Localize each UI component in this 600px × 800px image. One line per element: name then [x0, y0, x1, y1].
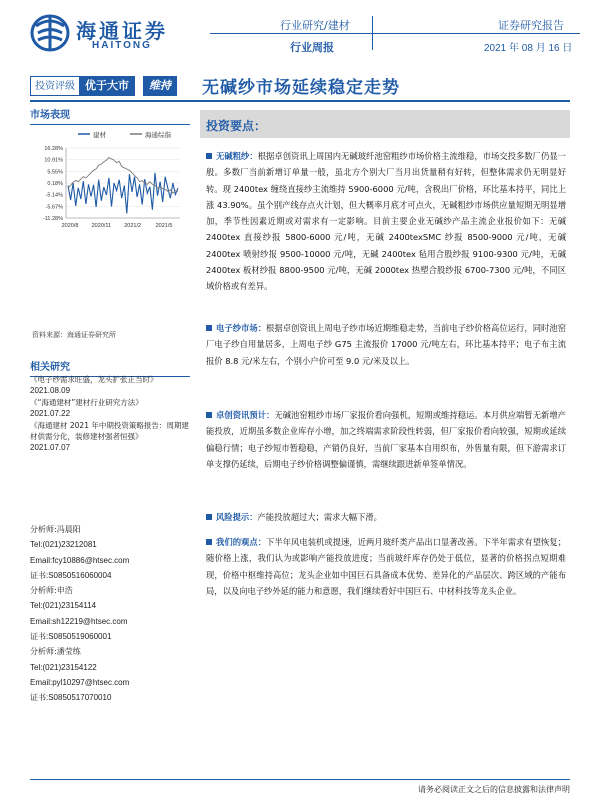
bullet-icon [206, 412, 212, 418]
analyst-tel: Tel:(021)23212081 [30, 540, 97, 550]
rating-value: 优于大市 [79, 76, 135, 96]
legend-label: 建材 [93, 131, 106, 139]
key-point-paragraph [206, 534, 566, 599]
report-title: 无碱纱市场延续稳定走势 [202, 78, 400, 98]
related-item[interactable] [30, 420, 190, 453]
header-rule [210, 33, 580, 34]
rating-action: 维持 [143, 76, 177, 96]
chart-source: 资料来源：海通证券研究所 [32, 331, 116, 339]
market-heading: 市场表现 [30, 104, 190, 125]
analyst-name: 分析师:潘莹练 [30, 647, 81, 657]
analyst-email[interactable]: Email:fcy10886@htsec.com [30, 555, 130, 565]
y-tick-label: 0.18% [47, 181, 63, 187]
y-tick-label: -11.28% [42, 216, 63, 222]
x-tick-label: 2020/11 [91, 223, 112, 229]
key-point-title: 风险提示： [216, 512, 258, 522]
analyst-name: 分析师:冯晨阳 [30, 525, 81, 534]
y-tick-label: -5.14% [45, 192, 63, 199]
x-tick-label: 2021/5 [155, 223, 173, 229]
key-point-text: 无碱池窑粗纱市场厂家报价看向强机，短期或维持稳运。本月供应端暂无新增产能投放，近期虽多数企业库存小增，加之终端需求阶段性转弱，但厂家报价看向较强，短期或延续偏稳行情；电子纱短市暂稳稳，产销仍良好，当前厂家基本自用织布，外售量有限，但下游需求订单支撑仍延续，后期电子纱价格调整偏谨慎，需继续跟进新单签单情况。 [206, 410, 566, 469]
key-point-title: 电子纱市场： [216, 323, 267, 333]
related-date: 2021.07.22 [30, 409, 71, 418]
bullet-icon [206, 153, 212, 159]
rating-label: 投资评级 [30, 76, 79, 96]
related-title[interactable]: 《电子纱需求旺盛，龙头扩张正当时》 [30, 375, 158, 384]
risk-paragraph [206, 509, 566, 525]
report-kind: 行业周报 [290, 41, 334, 54]
analyst-email[interactable]: Email:sh12219@htsec.com [30, 616, 128, 626]
key-points-heading: 投资要点： [206, 119, 267, 133]
analyst-cert: 证书:S0850516060004 [30, 570, 112, 580]
related-title[interactable]: 《海通建材 2021 年中期投资策略报告：周期建材供需分化，装修建材强者恒强》 [30, 421, 189, 441]
key-point-paragraph [206, 320, 566, 369]
key-point-title: 卓创资讯预计： [216, 410, 275, 420]
related-list [30, 374, 190, 454]
y-tick-label: 10.91% [44, 157, 63, 164]
key-point-text: 产能投放超过大；需求大幅下滑。 [257, 512, 382, 522]
analyst-tel: Tel:(021)23154122 [30, 662, 97, 672]
key-point-title: 无碱粗纱： [216, 151, 258, 161]
analyst-card [30, 522, 190, 583]
company-logo [30, 14, 190, 54]
market-chart-svg [30, 126, 190, 234]
analyst-cert: 证书:S0850519060001 [30, 632, 112, 642]
related-heading: 相关研究 [30, 356, 190, 377]
related-title[interactable]: 《“海通建材”建材行业研究方法》 [30, 398, 143, 407]
y-tick-label: -5.67% [45, 204, 63, 211]
key-point-paragraph [206, 407, 566, 472]
report-category: 行业研究/建材 [280, 19, 350, 32]
haitong-logo-icon [30, 14, 70, 52]
key-point-text: 根据卓创资讯上周国内无碱玻纤池窑粗纱市场价格主流维稳，市场交投多数厂仍显一般。多数厂当前新增订单量一般，虽北方个别大厂当月出货量稍有好转，但整体需求仍无明显好转。现 2400tex 缠绕直接纱主流维持 5900-6000 元/吨，含税出厂价格，环比基本持平，同比上涨 43.90%。虽个别产线存点火计划，但大概率月底才可点火，无碱粗纱市场供应量短期无明显增加，季节性因素近期或对需求有一定影响。目前主要企业无碱纱产品主流企业报价如下：无碱 2400tex 直接纱报 5800-6000 元/吨，无碱 2400texSMC 纱报 8500-9000 元/吨，无碱 2400tex 喷射纱报 9500-10000 元/吨，无碱 2400tex 毡用合股纱报 9100-9300 元/吨，无碱 2400tex 板材纱报 8800-9500 元/吨，无碱 2000tex 热塑合股纱报 6700-7300 元/吨，不同区域价格或有差异。 [206, 151, 566, 292]
y-tick-label: 16.28% [44, 146, 63, 152]
key-point-paragraph [206, 148, 566, 295]
bullet-icon [206, 325, 212, 331]
logo-chinese-text: 海通证券 [76, 19, 168, 43]
title-rule [30, 100, 570, 102]
page-header [0, 0, 600, 64]
report-type: 证券研究报告 [498, 19, 564, 32]
key-point-text: 下半年风电装机或提速，近两月玻纤类产品出口显著改善。下半年需求有望恢复；随价格上涨，我们认为或影响产能投放进度；当前玻纤库存仍处于低位，显著的价格拐点短期难现，价格中枢维持高位；龙头企业如中国巨石具备成本优势、差异化的产品层次、跨区域的产能布局，以及向电子纱外延的能力和意愿，我们继续看好中国巨石、中材科技等龙头企业。 [206, 537, 566, 596]
analyst-name: 分析师:申浩 [30, 586, 73, 596]
bullet-icon [206, 514, 212, 520]
report-date: 2021 年 08 月 16 日 [484, 43, 573, 54]
analyst-list [30, 522, 190, 706]
related-item[interactable] [30, 374, 190, 396]
key-point-text: 根据卓创资讯上周电子纱市场近期维稳走势，当前电子纱价格高位运行，同时池窑厂电子纱自用量居多，上周电子纱 G75 主流报价 17000 元/吨左右，环比基本持平；电子布主流报价 8.8 元/米左右，个别小户价可至 9.0 元/米及以上。 [206, 323, 566, 366]
market-chart [30, 126, 190, 234]
y-tick-label: 5.55% [47, 169, 63, 176]
analyst-card [30, 583, 190, 644]
related-date: 2021.07.07 [30, 443, 71, 452]
rating-bar [30, 76, 177, 96]
key-point-title: 我们的观点： [216, 537, 267, 547]
key-points-header [200, 110, 570, 138]
analyst-cert: 证书:S0850517070010 [30, 693, 112, 703]
footer-disclaimer[interactable]: 请务必阅读正文之后的信息披露和法律声明 [418, 785, 570, 794]
left-column [30, 104, 190, 703]
related-date: 2021.08.09 [30, 386, 71, 395]
footer-rule [30, 779, 570, 780]
series-line-jiancai [68, 173, 178, 214]
x-tick-label: 2021/2 [124, 223, 142, 229]
x-tick-label: 2020/8 [61, 223, 79, 229]
analyst-card [30, 644, 190, 705]
bullet-icon [206, 539, 212, 545]
related-item[interactable] [30, 397, 190, 419]
legend-label: 海通综指 [145, 131, 171, 139]
logo-english-text: HAITONG [92, 40, 152, 51]
analyst-email[interactable]: Email:pyl10297@htsec.com [30, 677, 130, 687]
analyst-tel: Tel:(021)23154114 [30, 601, 97, 611]
